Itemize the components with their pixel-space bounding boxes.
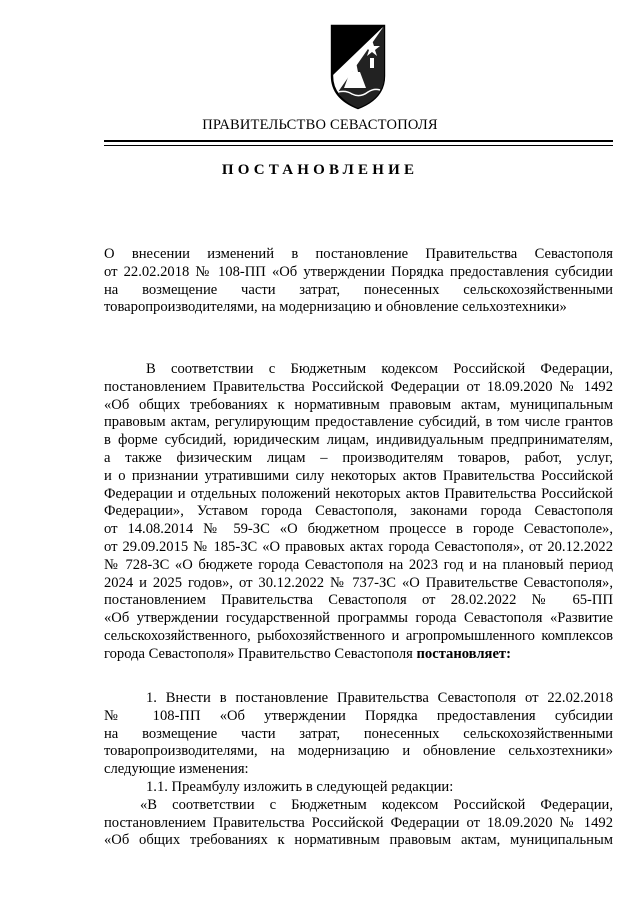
preamble bbox=[104, 361, 613, 664]
preamble-line: сельскохозяйственного, рыбохозяйственного и агропромышленного комплексов bbox=[104, 627, 613, 644]
preamble-line: «Об утверждении государственной программы города Севастополя «Развитие bbox=[104, 610, 613, 627]
quote-line: «В соответствии с Бюджетным кодексом Российской Федерации, bbox=[140, 796, 613, 813]
document-type-heading: ПОСТАНОВЛЕНИЕ bbox=[221, 162, 419, 178]
item-1 bbox=[104, 690, 613, 850]
preamble-line: 2024 и 2025 годов», от 30.12.2022 № 737-ЗС «О Правительстве Севастополя», bbox=[104, 574, 613, 591]
item-line: товаропроизводителями, на модернизацию и обновление сельхозтехники» bbox=[104, 743, 613, 760]
preamble-line: в форме субсидий, юридическим лицам, индивидуальным предпринимателям, bbox=[104, 432, 613, 449]
quote-line: постановлением Правительства Российской Федерации от 18.09.2020 № 1492 bbox=[104, 814, 613, 831]
preamble-line: и о признании утратившими силу некоторых актов Правительства Российской bbox=[104, 467, 613, 484]
preamble-line: Федерации», Уставом города Севастополя, законами города Севастополя bbox=[104, 503, 613, 520]
preamble-line: постановлением Правительства Российской Федерации от 18.09.2020 № 1492 bbox=[104, 378, 613, 395]
quote-line: «Об общих требованиях к нормативным правовым актам, муниципальным bbox=[104, 832, 613, 849]
preamble-line: от 14.08.2014 № 59-ЗС «О бюджетном процессе в городе Севастополе», bbox=[104, 521, 613, 538]
sevastopol-coat-of-arms bbox=[326, 22, 390, 110]
item-1-1: 1.1. Преамбулу изложить в следующей редакции: bbox=[146, 778, 454, 795]
preamble-line: а также физическим лицам – производителям товаров, работ, услуг, bbox=[104, 449, 613, 466]
preamble-line: от 29.09.2015 № 185-ЗС «О правовых актах города Севастополя», от 20.12.2022 bbox=[104, 538, 613, 555]
title-line: на возмещение части затрат, понесенных сельскохозяйственными bbox=[104, 281, 613, 298]
title-line: О внесении изменений в постановление Правительства Севастополя bbox=[104, 246, 613, 262]
government-name: ПРАВИТЕЛЬСТВО СЕВАСТОПОЛЯ bbox=[202, 117, 438, 133]
item-line: 1. Внести в постановление Правительства Севастополя от 22.02.2018 bbox=[146, 690, 613, 706]
title-line: от 22.02.2018 № 108-ПП «Об утверждении Порядка предоставления субсидии bbox=[104, 263, 613, 280]
preamble-line: В соответствии с Бюджетным кодексом Российской Федерации, bbox=[146, 361, 613, 377]
preamble-line: правовым актам, регулирующим предоставление субсидий, в том числе грантов bbox=[104, 414, 613, 431]
preamble-last-line bbox=[104, 646, 613, 664]
title-line: товаропроизводителями, на модернизацию и обновление сельхозтехники» bbox=[104, 299, 567, 316]
preamble-tail: города Севастополя» Правительство Севастополя bbox=[104, 645, 417, 662]
decree-word: постановляет: bbox=[416, 645, 511, 662]
header-rule-thin bbox=[104, 145, 613, 146]
item-line: № 108-ПП «Об утверждении Порядка предоставления субсидии bbox=[104, 707, 613, 724]
header-rule-thick bbox=[104, 140, 613, 142]
item-line: следующие изменения: bbox=[104, 761, 249, 778]
item-line: на возмещение части затрат, понесенных сельскохозяйственными bbox=[104, 725, 613, 742]
decree-title bbox=[104, 246, 613, 317]
preamble-line: Федерации и отдельных положений некоторых актов Правительства Российской bbox=[104, 485, 613, 502]
preamble-line: № 728-ЗС «О бюджете города Севастополя на 2023 год и на плановый период bbox=[104, 556, 613, 573]
preamble-line: постановлением Правительства Севастополя от 28.02.2022 № 65-ПП bbox=[104, 592, 613, 609]
preamble-line: «Об общих требованиях к нормативным правовым актам, муниципальным bbox=[104, 396, 613, 413]
